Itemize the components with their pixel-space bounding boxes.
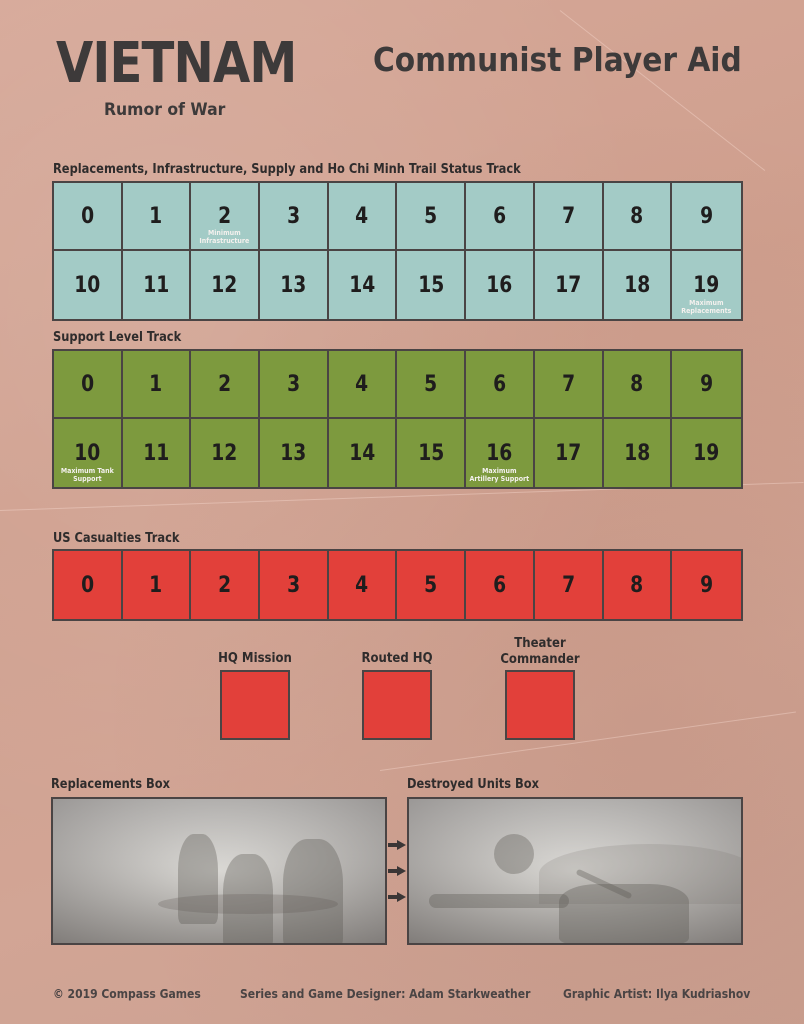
- space-number: 5: [424, 203, 438, 229]
- space-number: 16: [486, 440, 513, 466]
- status-track-space[interactable]: [535, 183, 604, 251]
- space-number: 9: [700, 572, 714, 598]
- space-number: 2: [218, 203, 232, 229]
- space-note: Maximum Tank Support: [60, 467, 114, 483]
- space-number: 4: [355, 371, 369, 397]
- paper-crease: [380, 712, 796, 771]
- support-track: [52, 349, 743, 489]
- space-number: 16: [486, 272, 513, 298]
- status-track-space[interactable]: [260, 183, 329, 251]
- support-track-space[interactable]: [672, 351, 741, 419]
- theater-commander-box[interactable]: [505, 670, 575, 740]
- status-track-space[interactable]: [604, 183, 673, 251]
- support-track-space[interactable]: [54, 351, 123, 419]
- soldier-figure: [283, 839, 343, 945]
- space-number: 8: [630, 203, 644, 229]
- casualties-track-space[interactable]: [466, 551, 535, 619]
- space-number: 5: [424, 371, 438, 397]
- hq-mission-box[interactable]: [220, 670, 290, 740]
- destroyed-units-box-label: Destroyed Units Box: [407, 777, 539, 792]
- space-number: 1: [149, 572, 163, 598]
- space-number: 14: [349, 272, 376, 298]
- replacements-box-label: Replacements Box: [51, 777, 170, 792]
- support-track-space[interactable]: [604, 351, 673, 419]
- space-number: 18: [623, 440, 650, 466]
- space-note: Maximum Artillery Support: [469, 467, 530, 483]
- space-number: 15: [417, 272, 444, 298]
- space-number: 10: [74, 440, 101, 466]
- space-number: 1: [149, 371, 163, 397]
- casualties-track-space[interactable]: [260, 551, 329, 619]
- game-subtitle: Rumor of War: [104, 100, 226, 120]
- space-number: 14: [349, 440, 376, 466]
- status-track-space[interactable]: [54, 251, 123, 319]
- status-track-space[interactable]: [329, 183, 398, 251]
- space-number: 6: [493, 572, 507, 598]
- space-number: 9: [700, 371, 714, 397]
- support-track-space[interactable]: [54, 419, 123, 487]
- support-track-space[interactable]: [260, 351, 329, 419]
- arrow-right-icon: [388, 840, 406, 850]
- space-number: 4: [355, 572, 369, 598]
- space-number: 6: [493, 371, 507, 397]
- paper-crease: [560, 10, 765, 171]
- support-track-space[interactable]: [672, 419, 741, 487]
- designer-credit: Series and Game Designer: Adam Starkweather: [240, 987, 531, 1001]
- space-number: 8: [630, 371, 644, 397]
- status-track-space[interactable]: [397, 251, 466, 319]
- status-track-space[interactable]: [397, 183, 466, 251]
- space-number: 9: [700, 203, 714, 229]
- status-track-space[interactable]: [466, 251, 535, 319]
- space-note: Maximum Replacements: [681, 299, 732, 315]
- status-track-space[interactable]: [604, 251, 673, 319]
- support-track-space[interactable]: [535, 419, 604, 487]
- casualties-track-space[interactable]: [604, 551, 673, 619]
- space-number: 13: [280, 272, 307, 298]
- space-number: 7: [561, 572, 575, 598]
- space-number: 0: [80, 572, 94, 598]
- space-number: 13: [280, 440, 307, 466]
- destroyed-units-box[interactable]: [407, 797, 743, 945]
- support-track-space[interactable]: [191, 419, 260, 487]
- status-track-space[interactable]: [672, 251, 741, 319]
- replacements-box[interactable]: [51, 797, 387, 945]
- status-track-space[interactable]: [466, 183, 535, 251]
- casualties-track-space[interactable]: [397, 551, 466, 619]
- status-track-space[interactable]: [260, 251, 329, 319]
- space-number: 4: [355, 203, 369, 229]
- space-number: 12: [211, 440, 238, 466]
- support-track-space[interactable]: [397, 419, 466, 487]
- support-track-space[interactable]: [604, 419, 673, 487]
- support-track-space[interactable]: [466, 419, 535, 487]
- arrow-right-icon: [388, 866, 406, 876]
- log-shape: [429, 894, 569, 908]
- space-number: 18: [623, 272, 650, 298]
- space-number: 12: [211, 272, 238, 298]
- support-track-space[interactable]: [466, 351, 535, 419]
- support-track-label: Support Level Track: [53, 330, 182, 345]
- support-track-space[interactable]: [260, 419, 329, 487]
- space-number: 7: [561, 371, 575, 397]
- game-title: VIETNAM: [56, 31, 297, 96]
- boat-shape: [158, 894, 338, 914]
- casualties-track-label: US Casualties Track: [53, 531, 180, 546]
- status-track-space[interactable]: [535, 251, 604, 319]
- status-track-space[interactable]: [672, 183, 741, 251]
- support-track-space[interactable]: [535, 351, 604, 419]
- status-track-label: Replacements, Infrastructure, Supply and Ho Chi Minh Trail Status Track: [53, 162, 521, 177]
- space-number: 6: [493, 203, 507, 229]
- space-number: 2: [218, 371, 232, 397]
- casualties-track-space[interactable]: [672, 551, 741, 619]
- space-number: 8: [630, 572, 644, 598]
- arrow-right-icon: [388, 892, 406, 902]
- space-number: 10: [74, 272, 101, 298]
- artist-credit: Graphic Artist: Ilya Kudriashov: [563, 987, 751, 1001]
- status-track-space[interactable]: [191, 183, 260, 251]
- space-number: 3: [286, 371, 300, 397]
- space-number: 2: [218, 572, 232, 598]
- space-number: 19: [693, 440, 720, 466]
- casualties-track-space[interactable]: [535, 551, 604, 619]
- support-track-space[interactable]: [191, 351, 260, 419]
- support-track-space[interactable]: [329, 351, 398, 419]
- space-number: 11: [143, 440, 170, 466]
- space-number: 3: [286, 203, 300, 229]
- casualties-track: [52, 549, 743, 621]
- player-aid-title: Communist Player Aid: [373, 40, 742, 79]
- space-number: 15: [417, 440, 444, 466]
- casualties-track-space[interactable]: [191, 551, 260, 619]
- tree-shape: [494, 834, 534, 874]
- status-track-space[interactable]: [191, 251, 260, 319]
- space-number: 0: [80, 371, 94, 397]
- space-number: 17: [555, 440, 582, 466]
- space-number: 0: [80, 203, 94, 229]
- status-track: [52, 181, 743, 321]
- routed-hq-label: Routed HQ: [361, 651, 433, 666]
- support-track-space[interactable]: [329, 419, 398, 487]
- space-number: 5: [424, 572, 438, 598]
- space-number: 19: [693, 272, 720, 298]
- support-track-space[interactable]: [397, 351, 466, 419]
- status-track-space[interactable]: [123, 183, 192, 251]
- status-track-space[interactable]: [54, 183, 123, 251]
- status-track-space[interactable]: [123, 251, 192, 319]
- casualties-track-space[interactable]: [329, 551, 398, 619]
- space-number: 7: [561, 203, 575, 229]
- casualties-track-space[interactable]: [54, 551, 123, 619]
- space-note: Minimum Infrastructure: [199, 229, 250, 245]
- space-number: 1: [149, 203, 163, 229]
- casualties-track-space[interactable]: [123, 551, 192, 619]
- status-track-space[interactable]: [329, 251, 398, 319]
- copyright-text: © 2019 Compass Games: [53, 987, 201, 1001]
- support-track-space[interactable]: [123, 351, 192, 419]
- support-track-space[interactable]: [123, 419, 192, 487]
- routed-hq-box[interactable]: [362, 670, 432, 740]
- theater-commander-label: Theater Commander: [500, 636, 580, 667]
- space-number: 17: [555, 272, 582, 298]
- space-number: 3: [286, 572, 300, 598]
- space-number: 11: [143, 272, 170, 298]
- hq-mission-label: HQ Mission: [218, 651, 292, 666]
